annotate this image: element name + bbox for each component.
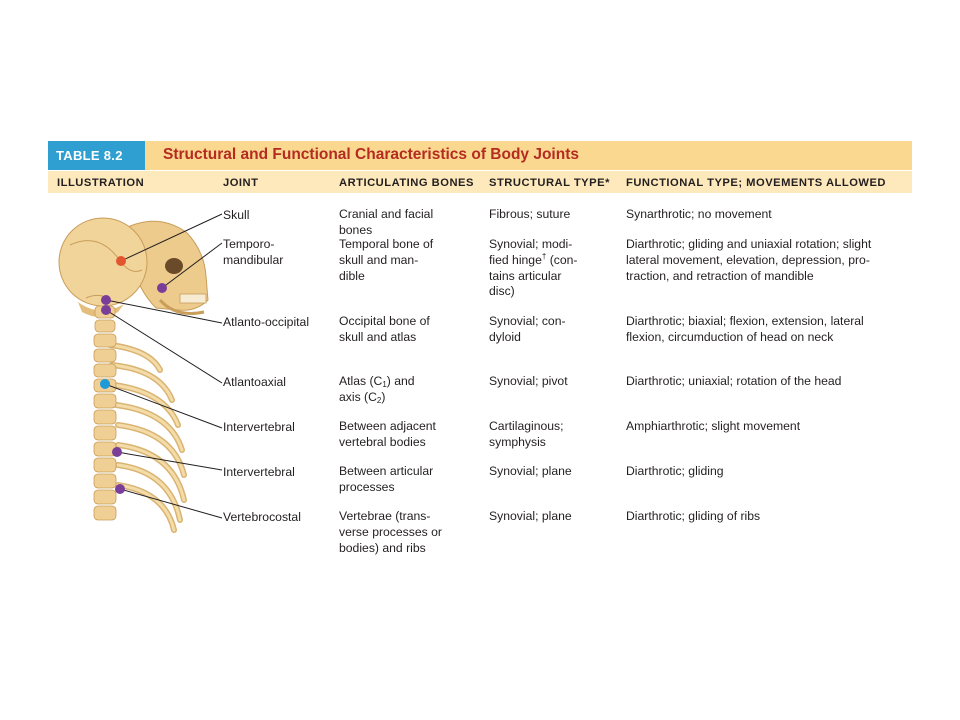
functional-intervertebral-bodies: Amphiarthrotic; slight movement: [626, 419, 801, 433]
structural-skull: Fibrous; suture: [489, 207, 571, 221]
column-header-joint: JOINT: [223, 177, 259, 189]
joint-label-intervertebral-bodies: Intervertebral: [223, 420, 295, 434]
bones-intervertebral-bodies: Between adjacent vertebral bodies: [339, 419, 436, 449]
table-title: Structural and Functional Characteristics of Body Joints: [163, 146, 579, 163]
vertebral-column: [94, 306, 116, 520]
marker-intervertebral-facet: [112, 447, 122, 457]
column-header-articulating-bones: ARTICULATING BONES: [339, 177, 474, 189]
functional-atlanto-occipital: Diarthrotic; biaxial; flexion, extension, lateral flexion, circumduction of head on neck: [626, 314, 864, 344]
marker-skull-suture: [116, 256, 126, 266]
marker-temporomandibular: [157, 283, 167, 293]
bones-temporomandibular: Temporal bone of skull and man- dible: [339, 237, 434, 283]
functional-vertebrocostal: Diarthrotic; gliding of ribs: [626, 509, 761, 523]
functional-intervertebral-processes: Diarthrotic; gliding: [626, 464, 724, 478]
functional-atlantoaxial: Diarthrotic; uniaxial; rotation of the head: [626, 374, 842, 388]
joint-label-atlanto-occipital: Atlanto-occipital: [223, 315, 310, 329]
bones-intervertebral-processes: Between articular processes: [339, 464, 434, 494]
structural-temporomandibular: Synovial; modi- fied hinge† (con- tains articular disc): [489, 237, 578, 299]
column-header-illustration: ILLUSTRATION: [57, 177, 145, 189]
structural-atlanto-occipital: Synovial; con- dyloid: [489, 314, 566, 344]
bones-atlantoaxial: Atlas $(C_1)$ and axis $(C_2)$: [339, 374, 415, 405]
marker-atlantoaxial: [101, 305, 111, 315]
structural-intervertebral-bodies: Cartilaginous; symphysis: [489, 419, 564, 449]
structural-atlantoaxial: Synovial; pivot: [489, 374, 568, 388]
joint-label-intervertebral-processes: Intervertebral: [223, 465, 295, 479]
joint-label-atlantoaxial: Atlantoaxial: [223, 375, 287, 389]
column-header-functional-type: FUNCTIONAL TYPE; MOVEMENTS ALLOWED: [626, 177, 887, 189]
marker-vertebrocostal: [115, 484, 125, 494]
dagger-mark: †: [541, 251, 547, 261]
joint-label-temporomandibular: Temporo- mandibular: [223, 237, 284, 267]
bones-vertebrocostal: Vertebrae (trans- verse processes or bodies) and ribs: [339, 509, 442, 555]
structural-vertebrocostal: Synovial; plane: [489, 509, 572, 523]
bones-atlanto-occipital: Occipital bone of skull and atlas: [339, 314, 430, 344]
joint-label-vertebrocostal: Vertebrocostal: [223, 510, 301, 524]
functional-skull: Synarthrotic; no movement: [626, 207, 772, 221]
bones-skull: Cranial and facial bones: [339, 207, 434, 237]
column-header-structural-type: STRUCTURAL TYPE*: [489, 177, 610, 189]
table-number: TABLE 8.2: [56, 148, 123, 163]
structural-intervertebral-processes: Synovial; plane: [489, 464, 572, 478]
joint-label-skull: Skull: [223, 208, 250, 222]
marker-atlanto-occipital: [101, 295, 111, 305]
functional-temporomandibular: Diarthrotic; gliding and uniaxial rotation; slight lateral movement, elevation, depression, pro- traction, and retraction of mandible: [626, 237, 872, 283]
marker-intervertebral-disc: [100, 379, 110, 389]
